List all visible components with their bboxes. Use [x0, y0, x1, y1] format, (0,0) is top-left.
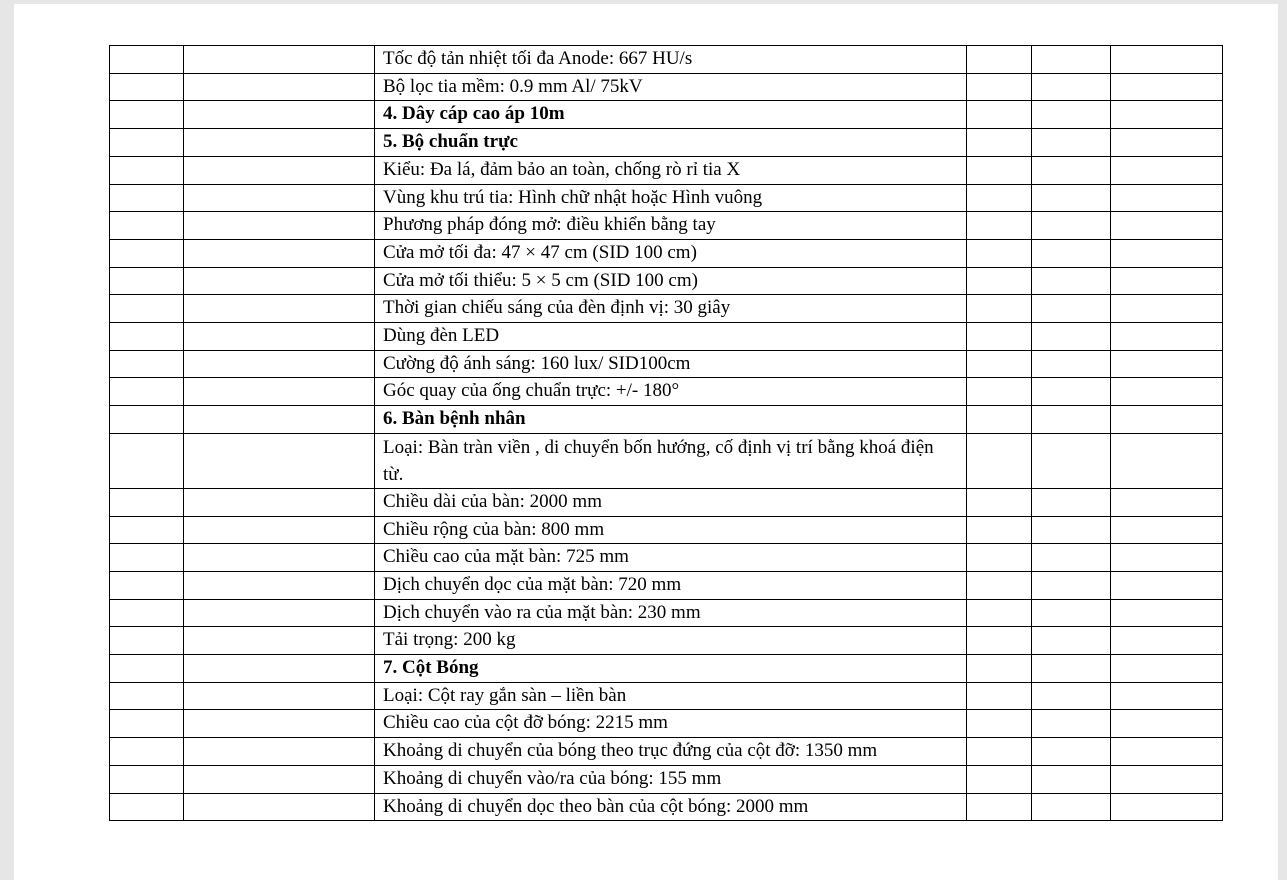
empty-cell — [184, 156, 375, 184]
empty-cell — [967, 156, 1032, 184]
empty-cell — [1111, 156, 1223, 184]
empty-cell — [110, 212, 184, 240]
empty-cell — [1032, 516, 1111, 544]
specification-table — [109, 45, 1223, 821]
table-row — [110, 765, 1223, 793]
empty-cell — [184, 433, 375, 488]
empty-cell — [1032, 571, 1111, 599]
empty-cell — [184, 350, 375, 378]
empty-cell — [110, 738, 184, 766]
empty-cell — [1032, 710, 1111, 738]
empty-cell — [184, 295, 375, 323]
empty-cell — [110, 156, 184, 184]
empty-cell — [1032, 378, 1111, 406]
empty-cell — [1111, 682, 1223, 710]
empty-cell — [967, 378, 1032, 406]
empty-cell — [1032, 156, 1111, 184]
empty-cell — [967, 599, 1032, 627]
empty-cell — [184, 184, 375, 212]
empty-cell — [110, 544, 184, 572]
empty-cell — [1111, 267, 1223, 295]
empty-cell — [110, 627, 184, 655]
spec-description-cell: Khoảng di chuyển của bóng theo trục đứng của cột đỡ: 1350 mm — [375, 738, 967, 766]
empty-cell — [184, 488, 375, 516]
table-row — [110, 184, 1223, 212]
empty-cell — [1032, 212, 1111, 240]
empty-cell — [967, 544, 1032, 572]
empty-cell — [184, 323, 375, 351]
empty-cell — [110, 295, 184, 323]
spec-description-cell: 4. Dây cáp cao áp 10m — [375, 101, 967, 129]
empty-cell — [1111, 627, 1223, 655]
empty-cell — [967, 793, 1032, 821]
empty-cell — [1111, 378, 1223, 406]
empty-cell — [184, 655, 375, 683]
empty-cell — [1111, 295, 1223, 323]
empty-cell — [110, 350, 184, 378]
empty-cell — [1111, 599, 1223, 627]
specification-table-body — [110, 46, 1223, 821]
empty-cell — [1111, 738, 1223, 766]
empty-cell — [1032, 655, 1111, 683]
empty-cell — [110, 655, 184, 683]
table-row — [110, 323, 1223, 351]
empty-cell — [1111, 212, 1223, 240]
empty-cell — [1032, 129, 1111, 157]
empty-cell — [1032, 406, 1111, 434]
spec-description-cell: Chiều rộng của bàn: 800 mm — [375, 516, 967, 544]
table-row — [110, 738, 1223, 766]
empty-cell — [184, 544, 375, 572]
empty-cell — [967, 406, 1032, 434]
empty-cell — [110, 101, 184, 129]
empty-cell — [967, 101, 1032, 129]
document-page — [14, 4, 1278, 880]
table-row — [110, 571, 1223, 599]
empty-cell — [1032, 267, 1111, 295]
empty-cell — [967, 295, 1032, 323]
empty-cell — [184, 46, 375, 74]
empty-cell — [184, 73, 375, 101]
table-row — [110, 350, 1223, 378]
empty-cell — [1111, 350, 1223, 378]
empty-cell — [1111, 101, 1223, 129]
table-row — [110, 295, 1223, 323]
empty-cell — [1111, 793, 1223, 821]
empty-cell — [967, 350, 1032, 378]
empty-cell — [184, 765, 375, 793]
spec-description-cell: Chiều dài của bàn: 2000 mm — [375, 488, 967, 516]
spec-description-cell: Góc quay của ống chuẩn trực: +/- 180° — [375, 378, 967, 406]
table-row — [110, 46, 1223, 74]
table-row — [110, 156, 1223, 184]
spec-description-cell: Phương pháp đóng mở: điều khiển bằng tay — [375, 212, 967, 240]
table-row — [110, 73, 1223, 101]
empty-cell — [1032, 627, 1111, 655]
empty-cell — [184, 378, 375, 406]
empty-cell — [1111, 184, 1223, 212]
empty-cell — [1111, 46, 1223, 74]
spec-description-cell: Vùng khu trú tia: Hình chữ nhật hoặc Hình vuông — [375, 184, 967, 212]
spec-description-cell: Chiều cao của mặt bàn: 725 mm — [375, 544, 967, 572]
empty-cell — [1032, 46, 1111, 74]
empty-cell — [184, 516, 375, 544]
empty-cell — [110, 73, 184, 101]
empty-cell — [967, 655, 1032, 683]
empty-cell — [110, 710, 184, 738]
empty-cell — [1111, 488, 1223, 516]
empty-cell — [110, 571, 184, 599]
empty-cell — [110, 129, 184, 157]
spec-description-cell: Loại: Bàn tràn viền , di chuyển bốn hướng, cố định vị trí bằng khoá điện từ. — [375, 433, 967, 488]
empty-cell — [1111, 516, 1223, 544]
table-row — [110, 101, 1223, 129]
empty-cell — [1032, 239, 1111, 267]
spec-description-cell: Thời gian chiếu sáng của đèn định vị: 30 giây — [375, 295, 967, 323]
empty-cell — [967, 73, 1032, 101]
empty-cell — [967, 323, 1032, 351]
empty-cell — [967, 433, 1032, 488]
empty-cell — [1032, 101, 1111, 129]
empty-cell — [110, 378, 184, 406]
spec-description-cell: Kiểu: Đa lá, đảm bảo an toàn, chống rò rỉ tia X — [375, 156, 967, 184]
empty-cell — [967, 267, 1032, 295]
empty-cell — [1111, 129, 1223, 157]
empty-cell — [184, 571, 375, 599]
spec-description-cell: Tốc độ tản nhiệt tối đa Anode: 667 HU/s — [375, 46, 967, 74]
empty-cell — [1111, 655, 1223, 683]
empty-cell — [967, 627, 1032, 655]
spec-description-cell: Cửa mở tối đa: 47 × 47 cm (SID 100 cm) — [375, 239, 967, 267]
empty-cell — [110, 239, 184, 267]
empty-cell — [110, 323, 184, 351]
empty-cell — [110, 516, 184, 544]
empty-cell — [967, 710, 1032, 738]
spec-description-cell: 7. Cột Bóng — [375, 655, 967, 683]
empty-cell — [110, 765, 184, 793]
table-row — [110, 544, 1223, 572]
empty-cell — [184, 239, 375, 267]
empty-cell — [1032, 184, 1111, 212]
empty-cell — [110, 46, 184, 74]
empty-cell — [184, 793, 375, 821]
empty-cell — [1111, 571, 1223, 599]
empty-cell — [184, 129, 375, 157]
empty-cell — [1111, 406, 1223, 434]
empty-cell — [1111, 323, 1223, 351]
spec-description-cell: Dịch chuyển vào ra của mặt bàn: 230 mm — [375, 599, 967, 627]
empty-cell — [967, 682, 1032, 710]
empty-cell — [1032, 295, 1111, 323]
empty-cell — [967, 571, 1032, 599]
spec-description-cell: Chiều cao của cột đỡ bóng: 2215 mm — [375, 710, 967, 738]
empty-cell — [184, 599, 375, 627]
empty-cell — [110, 433, 184, 488]
table-row — [110, 488, 1223, 516]
empty-cell — [967, 239, 1032, 267]
empty-cell — [1032, 738, 1111, 766]
empty-cell — [1032, 793, 1111, 821]
table-row — [110, 599, 1223, 627]
empty-cell — [1032, 488, 1111, 516]
empty-cell — [967, 488, 1032, 516]
table-row — [110, 682, 1223, 710]
empty-cell — [967, 516, 1032, 544]
spec-description-cell: Dịch chuyển dọc của mặt bàn: 720 mm — [375, 571, 967, 599]
empty-cell — [1032, 73, 1111, 101]
table-row — [110, 655, 1223, 683]
empty-cell — [184, 406, 375, 434]
spec-description-cell: Cường độ ánh sáng: 160 lux/ SID100cm — [375, 350, 967, 378]
empty-cell — [1032, 682, 1111, 710]
spec-description-cell: Cửa mở tối thiểu: 5 × 5 cm (SID 100 cm) — [375, 267, 967, 295]
empty-cell — [1032, 765, 1111, 793]
empty-cell — [110, 406, 184, 434]
empty-cell — [1032, 544, 1111, 572]
spec-description-cell: Tải trọng: 200 kg — [375, 627, 967, 655]
table-row — [110, 378, 1223, 406]
empty-cell — [110, 488, 184, 516]
empty-cell — [967, 765, 1032, 793]
table-row — [110, 433, 1223, 488]
table-row — [110, 516, 1223, 544]
empty-cell — [1032, 350, 1111, 378]
table-row — [110, 267, 1223, 295]
empty-cell — [1032, 323, 1111, 351]
table-row — [110, 129, 1223, 157]
empty-cell — [1111, 239, 1223, 267]
table-row — [110, 627, 1223, 655]
spec-description-cell: 5. Bộ chuẩn trực — [375, 129, 967, 157]
empty-cell — [967, 46, 1032, 74]
empty-cell — [967, 129, 1032, 157]
empty-cell — [110, 682, 184, 710]
empty-cell — [184, 212, 375, 240]
spec-description-cell: Dùng đèn LED — [375, 323, 967, 351]
table-row — [110, 710, 1223, 738]
empty-cell — [184, 710, 375, 738]
table-row — [110, 239, 1223, 267]
empty-cell — [184, 101, 375, 129]
empty-cell — [1111, 433, 1223, 488]
empty-cell — [184, 267, 375, 295]
table-row — [110, 212, 1223, 240]
empty-cell — [1111, 765, 1223, 793]
empty-cell — [1111, 710, 1223, 738]
spec-description-cell: 6. Bàn bệnh nhân — [375, 406, 967, 434]
empty-cell — [184, 682, 375, 710]
spec-description-cell: Khoảng di chuyển dọc theo bàn của cột bóng: 2000 mm — [375, 793, 967, 821]
empty-cell — [184, 627, 375, 655]
spec-description-cell: Bộ lọc tia mềm: 0.9 mm Al/ 75kV — [375, 73, 967, 101]
empty-cell — [1032, 433, 1111, 488]
empty-cell — [967, 184, 1032, 212]
empty-cell — [1111, 73, 1223, 101]
spec-description-cell: Loại: Cột ray gắn sàn – liền bàn — [375, 682, 967, 710]
empty-cell — [110, 793, 184, 821]
empty-cell — [110, 267, 184, 295]
empty-cell — [967, 738, 1032, 766]
empty-cell — [1032, 599, 1111, 627]
spec-description-cell: Khoảng di chuyển vào/ra của bóng: 155 mm — [375, 765, 967, 793]
empty-cell — [110, 184, 184, 212]
table-row — [110, 793, 1223, 821]
empty-cell — [110, 599, 184, 627]
empty-cell — [184, 738, 375, 766]
empty-cell — [967, 212, 1032, 240]
empty-cell — [1111, 544, 1223, 572]
table-row — [110, 406, 1223, 434]
